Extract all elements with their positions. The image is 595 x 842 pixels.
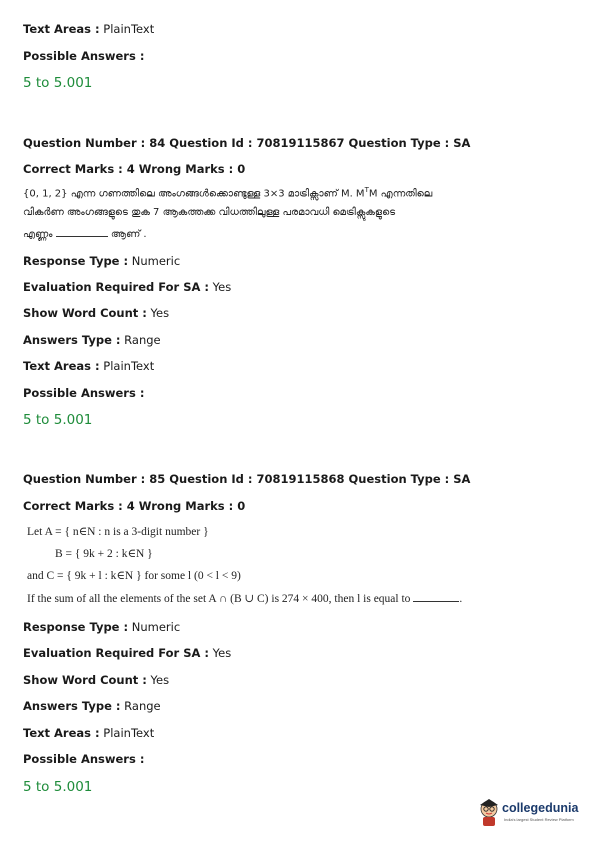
answers-type-row: Answers Type : Range bbox=[23, 699, 161, 713]
text-areas-row: Text Areas : PlainText bbox=[23, 726, 155, 740]
marks-row: Correct Marks : 4 Wrong Marks : 0 bbox=[23, 499, 246, 513]
question-text-line: Let A = { n∈N : n is a 3-digit number } bbox=[27, 526, 209, 538]
question-text-line: വികർണ അംഗങ്ങളുടെ തുക 7 ആകത്തക്ക വിധത്തിലുള്ള പരമാവധി മെട്രിക്സുകളുടെ bbox=[23, 207, 396, 218]
response-type-row: Response Type : Numeric bbox=[23, 620, 181, 634]
answers-type-row: Answers Type : Range bbox=[23, 333, 161, 347]
evaluation-row: Evaluation Required For SA : Yes bbox=[23, 280, 232, 294]
marks-row: Correct Marks : 4 Wrong Marks : 0 bbox=[23, 162, 246, 176]
possible-answer-value: 5 to 5.001 bbox=[23, 412, 93, 428]
possible-answer-value: 5 to 5.001 bbox=[23, 779, 93, 795]
possible-answer-value: 5 to 5.001 bbox=[23, 75, 93, 91]
question-text-line: എണ്ണം ആണ് . bbox=[23, 229, 147, 240]
collegedunia-logo bbox=[476, 797, 588, 827]
possible-answers-label: Possible Answers : bbox=[23, 752, 145, 766]
answer-blank bbox=[413, 593, 459, 602]
mascot-icon bbox=[476, 797, 502, 827]
question-text-line: B = { 9k + 2 : k∈N } bbox=[55, 548, 153, 560]
answer-blank bbox=[56, 228, 108, 237]
response-type-row: Response Type : Numeric bbox=[23, 254, 181, 268]
question-header: Question Number : 84 Question Id : 70819115867 Question Type : SA bbox=[23, 136, 471, 150]
possible-answers-label: Possible Answers : bbox=[23, 49, 145, 63]
word-count-row: Show Word Count : Yes bbox=[23, 673, 170, 687]
text-areas-row: Text Areas : PlainText bbox=[23, 22, 155, 36]
evaluation-row: Evaluation Required For SA : Yes bbox=[23, 646, 232, 660]
possible-answers-label: Possible Answers : bbox=[23, 386, 145, 400]
question-text-line: {0, 1, 2} എന്ന ഗണത്തിലെ അംഗങ്ങൾക്കൊണ്ടുള്ള 3×3 മാട്രിക്സാണ് M. $M^TM$ എന്നതിലെ bbox=[23, 186, 433, 200]
question-text-line: and C = { 9k + l : k∈N } for some l (0 < l < 9) bbox=[27, 570, 241, 582]
question-header: Question Number : 85 Question Id : 70819115868 Question Type : SA bbox=[23, 472, 471, 486]
logo-tagline: India's largest Student Review Platform bbox=[504, 817, 574, 822]
word-count-row: Show Word Count : Yes bbox=[23, 306, 170, 320]
question-text-line: If the sum of all the elements of the set A ∩ (B ∪ C) is 274 × 400, then l is equal to . bbox=[27, 593, 463, 605]
logo-name: collegedunia bbox=[502, 801, 579, 815]
text-areas-row: Text Areas : PlainText bbox=[23, 359, 155, 373]
